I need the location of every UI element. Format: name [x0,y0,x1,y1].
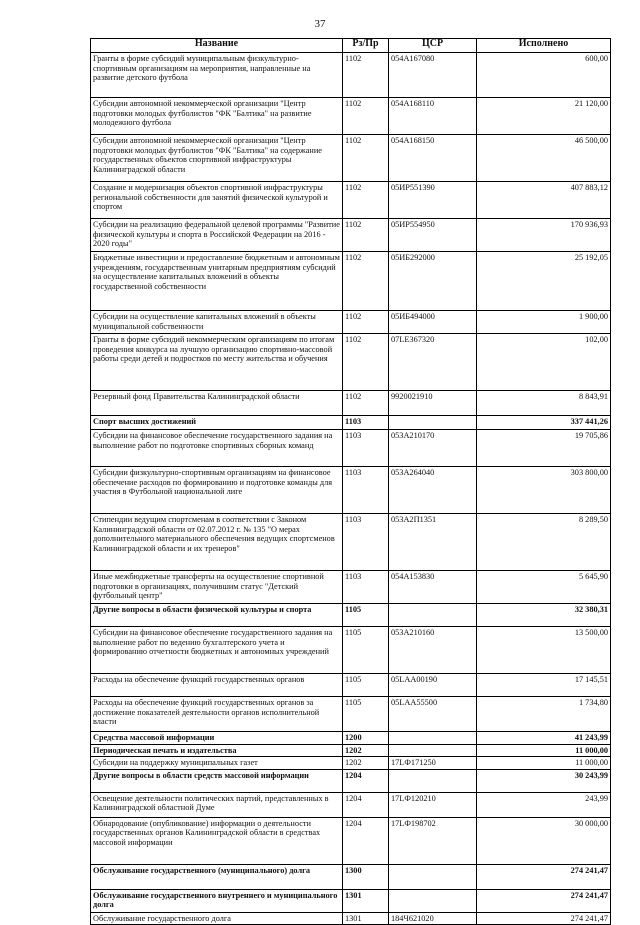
row-csr-cell: 9920021910 [389,391,477,416]
row-sum-cell: 102,00 [477,334,611,391]
row-rzpr-cell: 1102 [343,53,389,98]
row-sum-cell: 8 843,91 [477,391,611,416]
table-row [91,219,611,252]
table-row [91,391,611,416]
table-row [91,697,611,732]
row-rzpr-cell: 1103 [343,430,389,467]
row-sum-cell: 30 243,99 [477,769,611,792]
table-row [91,53,611,98]
page-number: 37 [314,18,326,30]
budget-table [90,38,611,925]
row-csr-cell [389,732,477,745]
row-rzpr-cell: 1105 [343,627,389,674]
table-row [91,817,611,864]
row-name-cell: Обнародование (опубликование) информации о деятельности государственных органов Калининградской области в средствах массовой информации [91,817,343,864]
row-sum-cell: 170 936,93 [477,219,611,252]
table-row [91,757,611,770]
table-row [91,135,611,182]
row-csr-cell: 053А2П1351 [389,514,477,571]
table-row [91,674,611,697]
row-rzpr-cell: 1105 [343,697,389,732]
row-rzpr-cell: 1105 [343,674,389,697]
row-sum-cell: 19 705,86 [477,430,611,467]
row-rzpr-cell: 1300 [343,864,389,889]
row-name-cell: Другие вопросы в области средств массовой информации [91,769,343,792]
row-csr-cell [389,769,477,792]
table-row [91,334,611,391]
row-name-cell: Обслуживание государственного долга [91,912,343,925]
row-rzpr-cell: 1103 [343,467,389,514]
table-body [91,53,611,925]
row-sum-cell: 407 883,12 [477,182,611,219]
row-csr-cell: 17LФ171250 [389,757,477,770]
row-name-cell: Гранты в форме субсидий некоммерческим организациям по итогам проведения конкурса на лучшую организацию спортивно-массовой работы среди детей и подростков по месту жительства и обучения [91,334,343,391]
row-sum-cell: 600,00 [477,53,611,98]
row-name-cell: Субсидии на осуществление капитальных вложений в объекты муниципальной собственности [91,311,343,334]
table-row [91,430,611,467]
row-rzpr-cell: 1102 [343,135,389,182]
row-rzpr-cell: 1301 [343,889,389,912]
row-rzpr-cell: 1204 [343,817,389,864]
row-name-cell: Другие вопросы в области физической культуры и спорта [91,604,343,627]
row-sum-cell: 17 145,51 [477,674,611,697]
row-sum-cell: 21 120,00 [477,98,611,135]
table-row [91,792,611,817]
row-csr-cell [389,744,477,757]
row-csr-cell [389,889,477,912]
row-sum-cell: 1 734,80 [477,697,611,732]
row-sum-cell: 46 500,00 [477,135,611,182]
row-sum-cell: 32 380,31 [477,604,611,627]
row-sum-cell: 274 241,47 [477,864,611,889]
row-sum-cell: 303 800,00 [477,467,611,514]
row-rzpr-cell: 1103 [343,571,389,604]
table-row [91,732,611,745]
row-csr-cell: 054А168150 [389,135,477,182]
row-name-cell: Создание и модернизация объектов спортивной инфраструктуры региональной собственности для занятий физической культурой и спортом [91,182,343,219]
table-row [91,467,611,514]
row-name-cell: Спорт высших достижений [91,416,343,430]
row-sum-cell: 41 243,99 [477,732,611,745]
row-name-cell: Субсидии на финансовое обеспечение государственного задания на выполнение работ по подготовке спортивных сборных команд [91,430,343,467]
row-csr-cell: 054А168110 [389,98,477,135]
row-sum-cell: 11 000,00 [477,744,611,757]
row-sum-cell: 25 192,05 [477,252,611,311]
row-sum-cell: 1 900,00 [477,311,611,334]
row-name-cell: Субсидии физкультурно-спортивным организациям на финансовое обеспечение расходов по формированию и подготовке команды для участия в Футбольной национальной лиге [91,467,343,514]
row-name-cell: Субсидии автономной некоммерческой организации "Центр подготовки молодых футболистов "ФК "Балтика" на развитие молодежного футбола [91,98,343,135]
table-row [91,744,611,757]
table-row [91,416,611,430]
row-csr-cell: 17LФ198702 [389,817,477,864]
row-sum-cell: 11 000,00 [477,757,611,770]
row-rzpr-cell: 1105 [343,604,389,627]
row-rzpr-cell: 1102 [343,252,389,311]
row-csr-cell: 053А210170 [389,430,477,467]
row-name-cell: Гранты в форме субсидий муниципальным физкультурно-спортивным организациям на мероприятия, направленные на развитие детского футбола [91,53,343,98]
table-row [91,769,611,792]
row-sum-cell: 243,99 [477,792,611,817]
row-csr-cell: 17LФ120210 [389,792,477,817]
row-name-cell: Субсидии автономной некоммерческой организации "Центр подготовки молодых футболистов "ФК "Балтика" на содержание государственных объектов спортивной инфраструктуры Калининградской области [91,135,343,182]
row-sum-cell: 274 241,47 [477,889,611,912]
column-header-rzpr: Рз/Пр [343,39,389,53]
row-name-cell: Расходы на обеспечение функций государственных органов [91,674,343,697]
column-header-sum: Исполнено [477,39,611,53]
row-csr-cell: 054А153830 [389,571,477,604]
row-csr-cell [389,864,477,889]
table-row [91,912,611,925]
row-csr-cell: 05LАА00190 [389,674,477,697]
row-name-cell: Субсидии на финансовое обеспечение государственного задания на выполнение работ по ведению бухгалтерского учета и формированию отчетности бюджетных и автономных учреждений [91,627,343,674]
table-row [91,889,611,912]
row-name-cell: Освещение деятельности политических партий, представленных в Калининградской областной Думе [91,792,343,817]
row-csr-cell [389,416,477,430]
row-csr-cell: 054А167080 [389,53,477,98]
row-rzpr-cell: 1202 [343,757,389,770]
row-rzpr-cell: 1102 [343,311,389,334]
column-header-name: Название [91,39,343,53]
row-name-cell: Субсидии на поддержку муниципальных газет [91,757,343,770]
table-row [91,571,611,604]
row-sum-cell: 13 500,00 [477,627,611,674]
row-sum-cell: 274 241,47 [477,912,611,925]
row-rzpr-cell: 1102 [343,334,389,391]
row-rzpr-cell: 1200 [343,732,389,745]
row-csr-cell [389,604,477,627]
row-name-cell: Стипендии ведущим спортсменам в соответствии с Законом Калининградской области от 02.07.2012 г. № 135 "О мерах дополнительного материального обеспечения ведущих спортсменов Калининградской области и их тренеров" [91,514,343,571]
row-sum-cell: 8 289,50 [477,514,611,571]
row-csr-cell: 05ИР551390 [389,182,477,219]
row-name-cell: Бюджетные инвестиции и предоставление бюджетным и автономным учреждениям, государственным унитарным предприятиям субсидий на осуществление капитальных вложений в объекты государственной собственности [91,252,343,311]
row-csr-cell: 184Ч621020 [389,912,477,925]
row-csr-cell: 07LЕ367320 [389,334,477,391]
row-rzpr-cell: 1102 [343,391,389,416]
row-name-cell: Обслуживание государственного (муниципального) долга [91,864,343,889]
table-header-row [91,39,611,53]
row-csr-cell: 053А264040 [389,467,477,514]
table-row [91,514,611,571]
table-row [91,311,611,334]
row-name-cell: Периодическая печать и издательства [91,744,343,757]
row-rzpr-cell: 1102 [343,182,389,219]
row-rzpr-cell: 1204 [343,792,389,817]
row-name-cell: Средства массовой информации [91,732,343,745]
column-header-csr: ЦСР [389,39,477,53]
row-sum-cell: 5 645,90 [477,571,611,604]
row-name-cell: Обслуживание государственного внутреннего и муниципального долга [91,889,343,912]
row-csr-cell: 053А210160 [389,627,477,674]
row-csr-cell: 05LАА55500 [389,697,477,732]
table-row [91,252,611,311]
row-rzpr-cell: 1103 [343,514,389,571]
table-row [91,98,611,135]
row-name-cell: Расходы на обеспечение функций государственных органов за достижение показателей деятельности органов исполнительной власти [91,697,343,732]
row-rzpr-cell: 1204 [343,769,389,792]
row-name-cell: Иные межбюджетные трансферты на осуществление спортивной подготовки в организациях, получившим статус "Детский футбольный центр" [91,571,343,604]
row-rzpr-cell: 1103 [343,416,389,430]
row-rzpr-cell: 1301 [343,912,389,925]
row-name-cell: Субсидии на реализацию федеральной целевой программы "Развитие физической культуры и спорта в Российской Федерации на 2016 - 2020 годы" [91,219,343,252]
table-row [91,182,611,219]
table-row [91,627,611,674]
row-sum-cell: 337 441,26 [477,416,611,430]
row-csr-cell: 05ИБ494000 [389,311,477,334]
table-row [91,864,611,889]
row-rzpr-cell: 1102 [343,98,389,135]
table-row [91,604,611,627]
row-csr-cell: 05ИБ292000 [389,252,477,311]
row-sum-cell: 30 000,00 [477,817,611,864]
row-name-cell: Резервный фонд Правительства Калининградской области [91,391,343,416]
row-rzpr-cell: 1202 [343,744,389,757]
row-csr-cell: 05ИР554950 [389,219,477,252]
row-rzpr-cell: 1102 [343,219,389,252]
